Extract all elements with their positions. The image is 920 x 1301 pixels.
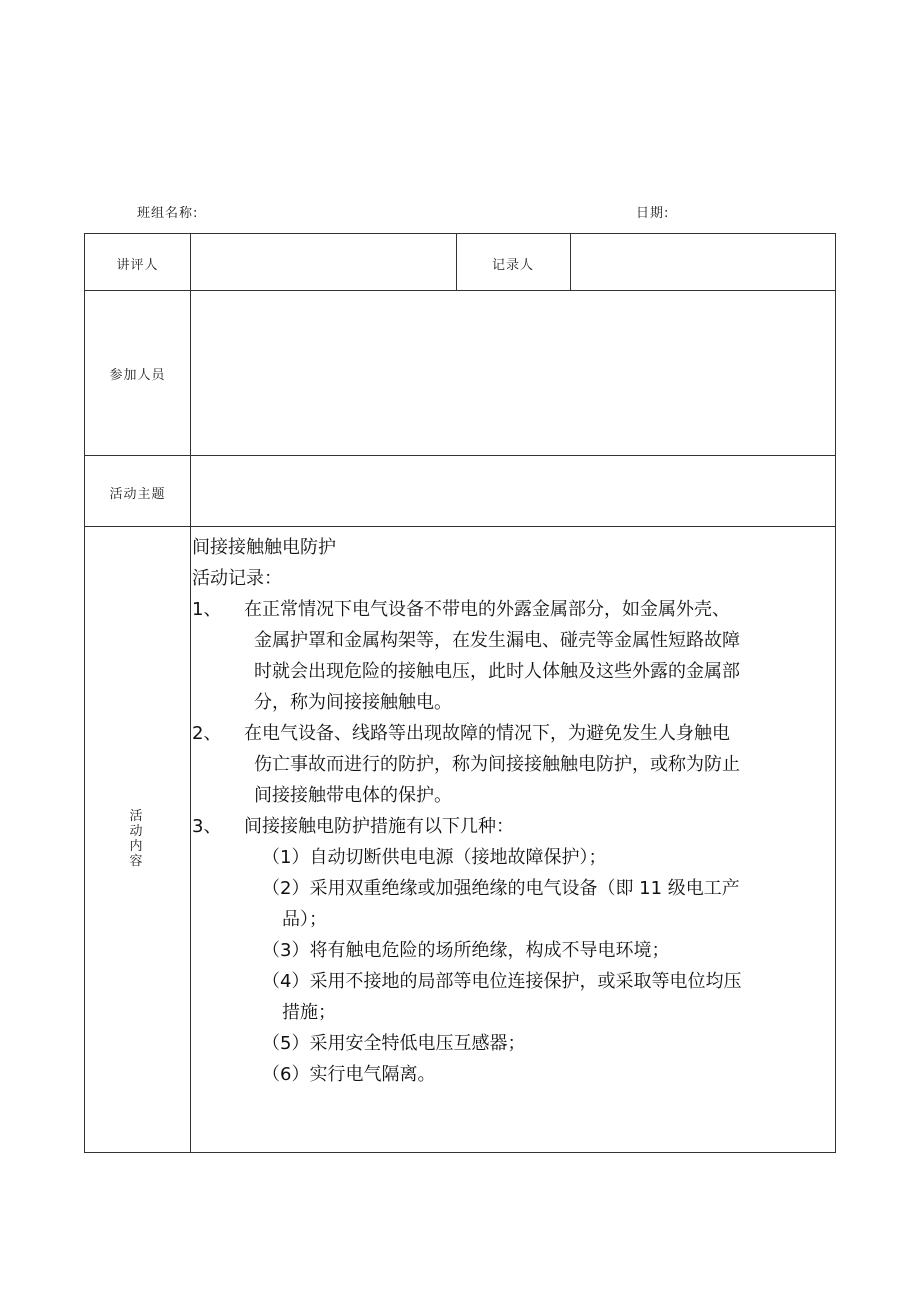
list-item: [192, 594, 834, 718]
list-item: [192, 811, 834, 842]
item-number: 2、: [192, 723, 222, 744]
participants-field[interactable]: [190, 291, 835, 455]
item-text: 分，称为间接接触触电。: [254, 692, 452, 713]
measure-text: 措施；: [282, 1002, 336, 1023]
content-label: [129, 809, 143, 869]
content-label-char: 活: [129, 809, 143, 824]
measure-item: [192, 966, 834, 1028]
item-text: 伤亡事故而进行的防护，称为间接接触触电防护，或称为防止: [254, 754, 740, 775]
measure-text: （3）将有触电危险的场所绝缘，构成不导电环境；: [262, 940, 670, 961]
measure-item: [192, 1028, 834, 1059]
record-label: 活动记录：: [192, 568, 282, 589]
recorder-label: 记录人: [491, 258, 534, 273]
item-text: 间接接触带电体的保护。: [254, 785, 452, 806]
measure-text: （6）实行电气隔离。: [262, 1064, 436, 1085]
recorder-field[interactable]: [570, 234, 835, 290]
measure-text: （1）自动切断供电电源（接地故障保护）；: [262, 847, 607, 868]
list-item: [192, 718, 834, 811]
theme-label: 活动主题: [109, 487, 166, 502]
theme-field[interactable]: [190, 456, 835, 526]
measure-item: [192, 1059, 834, 1090]
measure-item: [192, 873, 834, 935]
measure-text: （4）采用不接地的局部等电位连接保护，或采取等电位均压: [262, 971, 742, 992]
item-text: 金属护罩和金属构架等，在发生漏电、碰壳等金属性短路故障: [254, 630, 740, 651]
reviewer-label: 讲评人: [116, 258, 159, 273]
date-label: 日期:: [636, 206, 670, 221]
content-title: 间接接触触电防护: [192, 537, 336, 558]
item-number: 1、: [192, 599, 222, 620]
item-number: 3、: [192, 816, 222, 837]
reviewer-field[interactable]: [190, 234, 456, 290]
item-text: 时就会出现危险的接触电压，此时人体触及这些外露的金属部: [254, 661, 740, 682]
content-label-char: 内: [129, 839, 143, 854]
participants-label: 参加人员: [109, 368, 166, 383]
team-name-label: 班组名称:: [137, 206, 199, 221]
item-text: 间接接触电防护措施有以下几种：: [244, 816, 514, 837]
activity-content: [192, 532, 834, 1090]
row-divider: [85, 526, 835, 527]
activity-record-table: [84, 233, 836, 1153]
item-text: 在电气设备、线路等出现故障的情况下，为避免发生人身触电: [244, 723, 730, 744]
measure-item: [192, 842, 834, 873]
measure-text: （5）采用安全特低电压互感器；: [262, 1033, 526, 1054]
content-label-char: 动: [129, 824, 143, 839]
item-text: 在正常情况下电气设备不带电的外露金属部分，如金属外壳、: [244, 599, 730, 620]
measure-text: 品）；: [282, 909, 327, 930]
measure-item: [192, 935, 834, 966]
content-label-char: 容: [129, 854, 143, 869]
measure-text: （2）采用双重绝缘或加强绝缘的电气设备（即 11 级电工产: [262, 878, 740, 899]
